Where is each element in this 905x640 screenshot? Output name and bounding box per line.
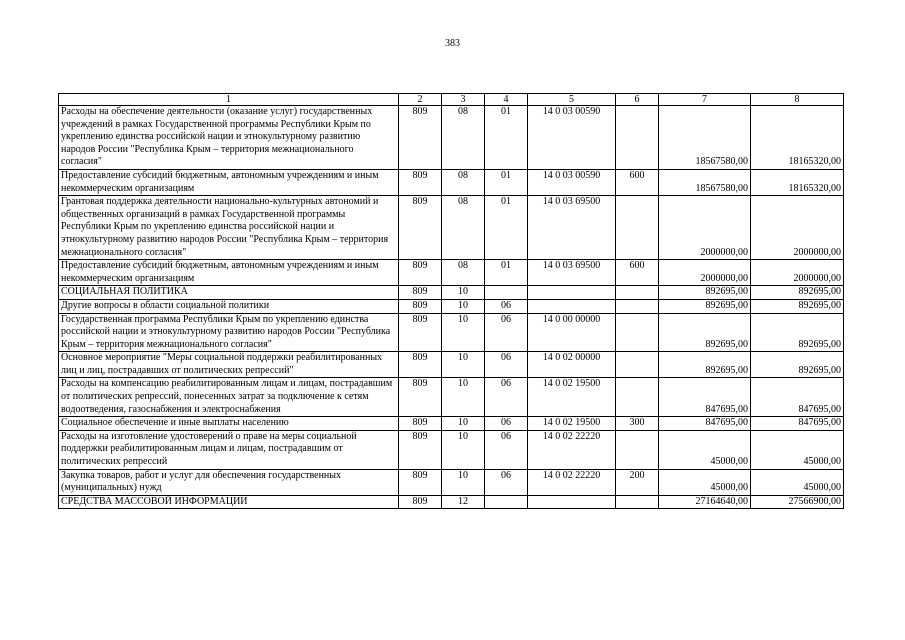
admin-code-cell: 809 [399, 495, 442, 509]
expense-type-cell [616, 313, 659, 352]
amount-cell: 2000000,00 [659, 260, 751, 286]
row-name-cell: Социальное обеспечение и иные выплаты населению [59, 417, 399, 431]
section-code-cell: 10 [442, 430, 485, 469]
row-name-cell: Закупка товаров, работ и услуг для обеспечения государственных (муниципальных) нужд [59, 469, 399, 495]
target-code-cell: 14 0 02 19500 [528, 417, 616, 431]
amount-cell: 45000,00 [751, 469, 844, 495]
row-name-cell: Расходы на обеспечение деятельности (оказание услуг) государственных учреждений в рамках Государственной программы Республики Крым по укреплению единства российской нации и этнокультурному развитию народов России "Республика Крым – территория межнационального согласия" [59, 106, 399, 170]
table-row [59, 352, 844, 378]
table-row [59, 378, 844, 417]
target-code-cell: 14 0 03 00590 [528, 169, 616, 195]
admin-code-cell: 809 [399, 169, 442, 195]
expense-type-cell: 600 [616, 260, 659, 286]
subsection-code-cell: 01 [485, 260, 528, 286]
amount-cell: 892695,00 [659, 299, 751, 313]
column-number-row [59, 94, 844, 106]
row-name-cell: Предоставление субсидий бюджетным, автономным учреждениям и иным некоммерческим организациям [59, 169, 399, 195]
table-row [59, 260, 844, 286]
amount-cell: 892695,00 [659, 313, 751, 352]
section-code-cell: 10 [442, 313, 485, 352]
admin-code-cell: 809 [399, 299, 442, 313]
expense-type-cell: 200 [616, 469, 659, 495]
admin-code-cell: 809 [399, 378, 442, 417]
expense-type-cell [616, 286, 659, 300]
section-code-cell: 10 [442, 286, 485, 300]
admin-code-cell: 809 [399, 196, 442, 260]
admin-code-cell: 809 [399, 313, 442, 352]
amount-cell: 847695,00 [751, 378, 844, 417]
amount-cell: 847695,00 [659, 378, 751, 417]
target-code-cell [528, 299, 616, 313]
subsection-code-cell: 01 [485, 196, 528, 260]
expense-type-cell [616, 495, 659, 509]
table-row [59, 299, 844, 313]
amount-cell: 18165320,00 [751, 169, 844, 195]
table-row [59, 196, 844, 260]
row-name-cell: СРЕДСТВА МАССОВОЙ ИНФОРМАЦИИ [59, 495, 399, 509]
amount-cell: 892695,00 [751, 286, 844, 300]
amount-cell: 45000,00 [751, 430, 844, 469]
expense-type-cell [616, 352, 659, 378]
section-code-cell: 10 [442, 299, 485, 313]
section-code-cell: 12 [442, 495, 485, 509]
amount-cell: 892695,00 [659, 286, 751, 300]
section-code-cell: 10 [442, 469, 485, 495]
amount-cell: 45000,00 [659, 469, 751, 495]
amount-cell: 2000000,00 [659, 196, 751, 260]
admin-code-cell: 809 [399, 352, 442, 378]
subsection-code-cell: 01 [485, 169, 528, 195]
row-name-cell: СОЦИАЛЬНАЯ ПОЛИТИКА [59, 286, 399, 300]
expense-type-cell [616, 430, 659, 469]
target-code-cell: 14 0 03 00590 [528, 106, 616, 170]
amount-cell: 892695,00 [659, 352, 751, 378]
table-row [59, 469, 844, 495]
admin-code-cell: 809 [399, 286, 442, 300]
amount-cell: 27566900,00 [751, 495, 844, 509]
table-row [59, 313, 844, 352]
page-number: 383 [445, 38, 460, 49]
table-row [59, 495, 844, 509]
amount-cell: 892695,00 [751, 313, 844, 352]
amount-cell: 2000000,00 [751, 196, 844, 260]
admin-code-cell: 809 [399, 469, 442, 495]
column-header: 4 [485, 94, 528, 106]
admin-code-cell: 809 [399, 430, 442, 469]
section-code-cell: 08 [442, 106, 485, 170]
target-code-cell: 14 0 02 22220 [528, 430, 616, 469]
row-name-cell: Грантовая поддержка деятельности национально-культурных автономий и общественных организаций в рамках Государственной программы Республики Крым по укреплению единства российской нации и этнокультурному развитию народов России "Республика Крым – территория межнационального согласия" [59, 196, 399, 260]
subsection-code-cell: 06 [485, 352, 528, 378]
expense-type-cell [616, 378, 659, 417]
section-code-cell: 08 [442, 260, 485, 286]
column-header: 3 [442, 94, 485, 106]
subsection-code-cell [485, 286, 528, 300]
section-code-cell: 10 [442, 352, 485, 378]
table-row [59, 417, 844, 431]
column-header: 7 [659, 94, 751, 106]
target-code-cell [528, 495, 616, 509]
admin-code-cell: 809 [399, 417, 442, 431]
admin-code-cell: 809 [399, 106, 442, 170]
row-name-cell: Государственная программа Республики Крым по укреплению единства российской нации и этнокультурному развитию народов России "Республика Крым – территория межнационального согласия" [59, 313, 399, 352]
column-header: 2 [399, 94, 442, 106]
amount-cell: 892695,00 [751, 352, 844, 378]
column-header: 1 [59, 94, 399, 106]
amount-cell: 18567580,00 [659, 106, 751, 170]
subsection-code-cell: 06 [485, 299, 528, 313]
column-header: 5 [528, 94, 616, 106]
subsection-code-cell [485, 495, 528, 509]
subsection-code-cell: 06 [485, 313, 528, 352]
subsection-code-cell: 01 [485, 106, 528, 170]
admin-code-cell: 809 [399, 260, 442, 286]
row-name-cell: Расходы на изготовление удостоверений о праве на меры социальной поддержки реабилитированным лицам и лицам, пострадавшим от политических репрессий [59, 430, 399, 469]
table-row [59, 106, 844, 170]
expense-type-cell [616, 106, 659, 170]
row-name-cell: Расходы на компенсацию реабилитированным лицам и лицам, пострадавшим от политических репрессий, понесенных затрат за подключение к сетям водоотведения, газоснабжения и электроснабжения [59, 378, 399, 417]
amount-cell: 18567580,00 [659, 169, 751, 195]
expense-type-cell [616, 299, 659, 313]
section-code-cell: 08 [442, 169, 485, 195]
target-code-cell [528, 286, 616, 300]
subsection-code-cell: 06 [485, 469, 528, 495]
budget-table [58, 93, 844, 509]
target-code-cell: 14 0 03 69500 [528, 196, 616, 260]
target-code-cell: 14 0 00 00000 [528, 313, 616, 352]
subsection-code-cell: 06 [485, 417, 528, 431]
row-name-cell: Предоставление субсидий бюджетным, автономным учреждениям и иным некоммерческим организациям [59, 260, 399, 286]
amount-cell: 2000000,00 [751, 260, 844, 286]
column-header: 8 [751, 94, 844, 106]
column-header: 6 [616, 94, 659, 106]
row-name-cell: Другие вопросы в области социальной политики [59, 299, 399, 313]
target-code-cell: 14 0 02 19500 [528, 378, 616, 417]
target-code-cell: 14 0 02 00000 [528, 352, 616, 378]
section-code-cell: 10 [442, 378, 485, 417]
section-code-cell: 10 [442, 417, 485, 431]
amount-cell: 847695,00 [751, 417, 844, 431]
amount-cell: 847695,00 [659, 417, 751, 431]
expense-type-cell [616, 196, 659, 260]
amount-cell: 27164640,00 [659, 495, 751, 509]
target-code-cell: 14 0 02 22220 [528, 469, 616, 495]
table-row [59, 430, 844, 469]
amount-cell: 892695,00 [751, 299, 844, 313]
row-name-cell: Основное мероприятие "Меры социальной поддержки реабилитированных лиц и лиц, пострадавших от политических репрессий" [59, 352, 399, 378]
amount-cell: 18165320,00 [751, 106, 844, 170]
table-row [59, 286, 844, 300]
target-code-cell: 14 0 03 69500 [528, 260, 616, 286]
amount-cell: 45000,00 [659, 430, 751, 469]
subsection-code-cell: 06 [485, 378, 528, 417]
table-row [59, 169, 844, 195]
subsection-code-cell: 06 [485, 430, 528, 469]
expense-type-cell: 600 [616, 169, 659, 195]
section-code-cell: 08 [442, 196, 485, 260]
expense-type-cell: 300 [616, 417, 659, 431]
